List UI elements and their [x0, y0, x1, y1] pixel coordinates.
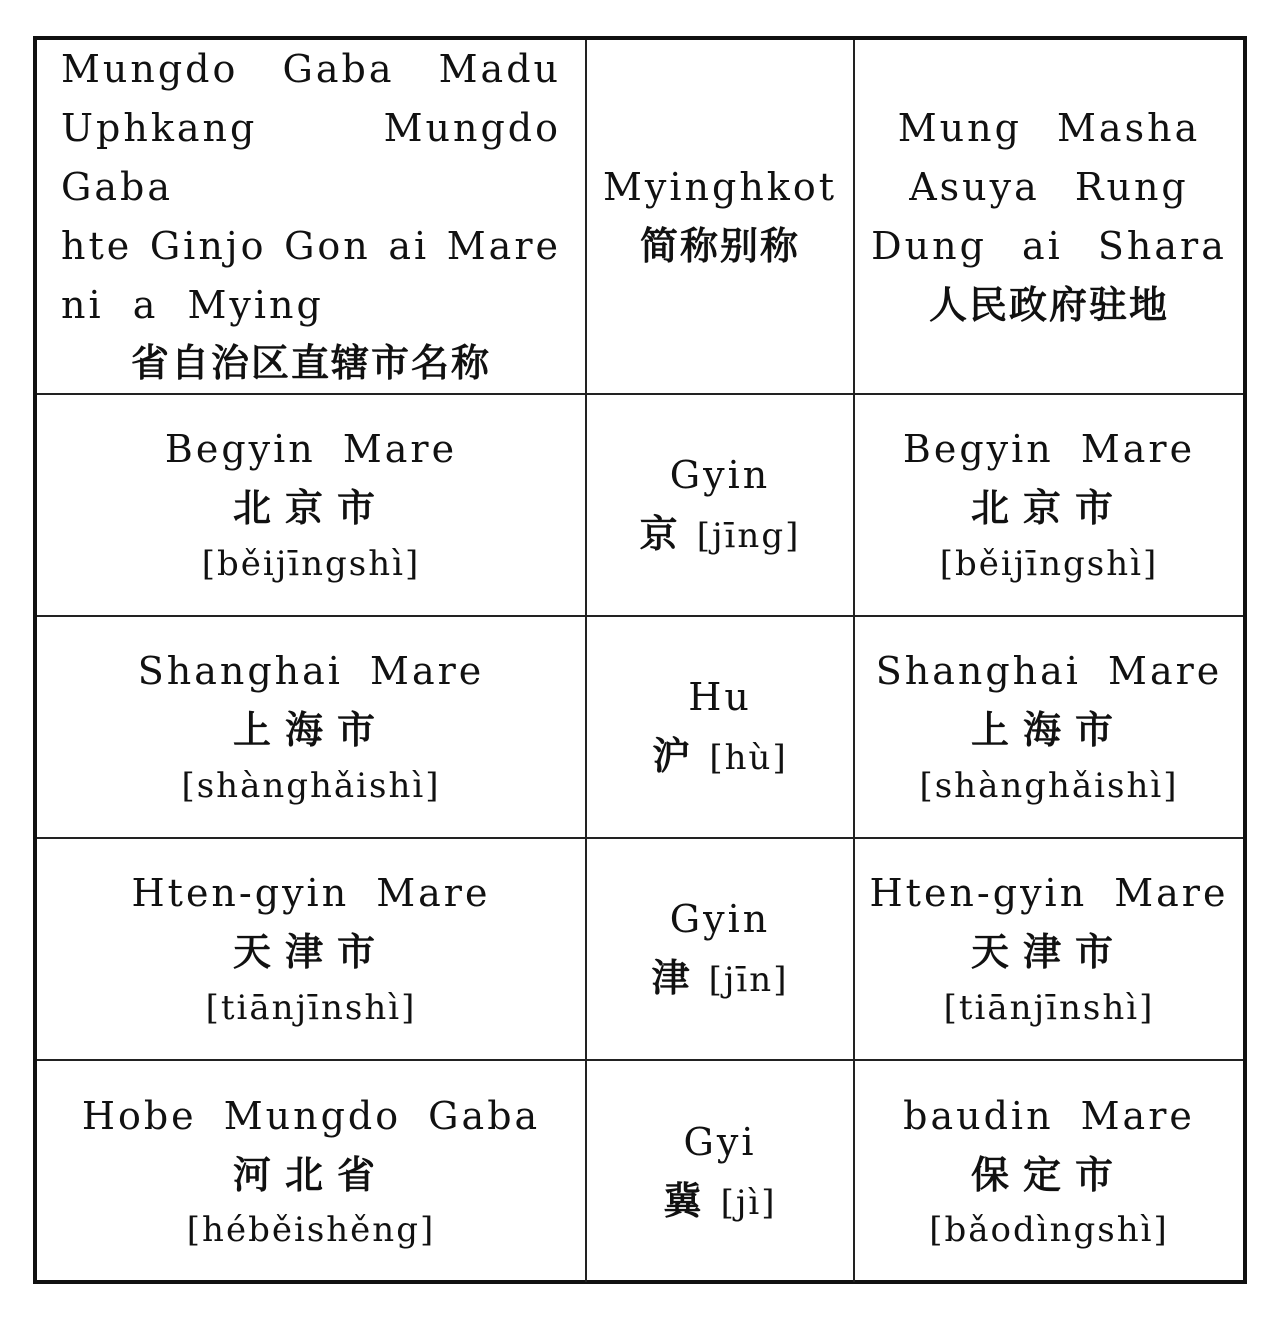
abbreviation-cell	[586, 616, 854, 838]
table-row	[37, 616, 1243, 838]
government-seat-cell	[854, 1060, 1243, 1282]
government-seat-cell	[854, 394, 1243, 616]
name-pinyin: [héběishěng]	[186, 1210, 436, 1251]
header-col2-latin: Myinghkot	[603, 164, 837, 209]
province-name-cell	[37, 616, 586, 838]
seat-pinyin: [běijīngshì]	[939, 543, 1159, 584]
province-table	[37, 40, 1243, 1282]
seat-pinyin: [tiānjīnshì]	[943, 987, 1155, 1028]
abbr-latin: Gyi	[683, 1119, 757, 1164]
abbr-pinyin: [jì]	[720, 1182, 777, 1223]
province-table-page	[33, 36, 1247, 1284]
header-abbreviation	[586, 40, 854, 394]
abbr-chinese: 沪	[652, 734, 705, 779]
province-name-cell	[37, 838, 586, 1060]
seat-latin: Hten-gyin Mare	[869, 871, 1229, 916]
header-col1-line: ni a Mying	[61, 282, 324, 327]
seat-chinese: 北京市	[970, 486, 1127, 530]
abbr-pinyin: [hù]	[709, 738, 788, 779]
abbreviation-cell	[586, 394, 854, 616]
name-pinyin: [shànghǎishì]	[181, 765, 441, 806]
abbr-chinese: 津	[651, 956, 704, 1001]
name-chinese: 上海市	[232, 708, 389, 752]
name-latin: Begyin Mare	[164, 427, 458, 472]
name-pinyin: [tiānjīnshì]	[205, 987, 417, 1028]
name-latin: Shanghai Mare	[137, 649, 485, 694]
seat-chinese: 天津市	[970, 930, 1127, 974]
abbreviation-cell	[586, 838, 854, 1060]
name-chinese: 北京市	[232, 486, 389, 530]
seat-latin: baudin Mare	[903, 1093, 1195, 1138]
province-name-cell	[37, 394, 586, 616]
seat-pinyin: [shànghǎishì]	[919, 765, 1179, 806]
name-latin: Hten-gyin Mare	[131, 871, 491, 916]
seat-chinese: 保定市	[970, 1152, 1127, 1197]
header-col3-chinese: 人民政府驻地	[928, 282, 1169, 327]
name-pinyin: [běijīngshì]	[201, 543, 421, 584]
abbr-pinyin: [jīng]	[696, 516, 801, 557]
province-name-cell	[37, 1060, 586, 1282]
name-latin: Hobe Mungdo Gaba	[81, 1093, 541, 1138]
abbr-chinese: 冀	[663, 1178, 716, 1223]
table-row	[37, 394, 1243, 616]
table-header-row	[37, 40, 1243, 394]
header-col1-line: Uphkang Mungdo Gaba	[61, 105, 561, 209]
government-seat-cell	[854, 838, 1243, 1060]
seat-chinese: 上海市	[970, 708, 1127, 752]
seat-pinyin: [bǎodìngshì]	[929, 1210, 1169, 1251]
header-col3-line: Dung ai Shara	[871, 223, 1227, 268]
header-col2-chinese: 简称别称	[639, 223, 800, 268]
abbr-chinese: 京	[639, 512, 692, 557]
abbr-latin: Gyin	[669, 897, 771, 942]
table-row	[37, 1060, 1243, 1282]
header-col3-line: Asuya Rung	[909, 164, 1189, 209]
abbreviation-cell	[586, 1060, 854, 1282]
abbr-latin: Hu	[688, 675, 752, 720]
abbr-latin: Gyin	[669, 453, 771, 498]
header-col1-chinese: 省自治区直辖市名称	[130, 341, 491, 386]
header-government-seat	[854, 40, 1243, 394]
header-province-name	[37, 40, 586, 394]
header-col1-line: Mungdo Gaba Madu	[61, 47, 561, 91]
header-col1-line: hte Ginjo Gon ai Mare	[61, 223, 561, 268]
seat-latin: Begyin Mare	[902, 427, 1196, 472]
header-col3-line: Mung Masha	[897, 105, 1201, 150]
table-row	[37, 838, 1243, 1060]
name-chinese: 天津市	[232, 930, 389, 974]
abbr-pinyin: [jīn]	[708, 960, 789, 1001]
seat-latin: Shanghai Mare	[875, 649, 1223, 694]
name-chinese: 河北省	[232, 1152, 389, 1197]
government-seat-cell	[854, 616, 1243, 838]
